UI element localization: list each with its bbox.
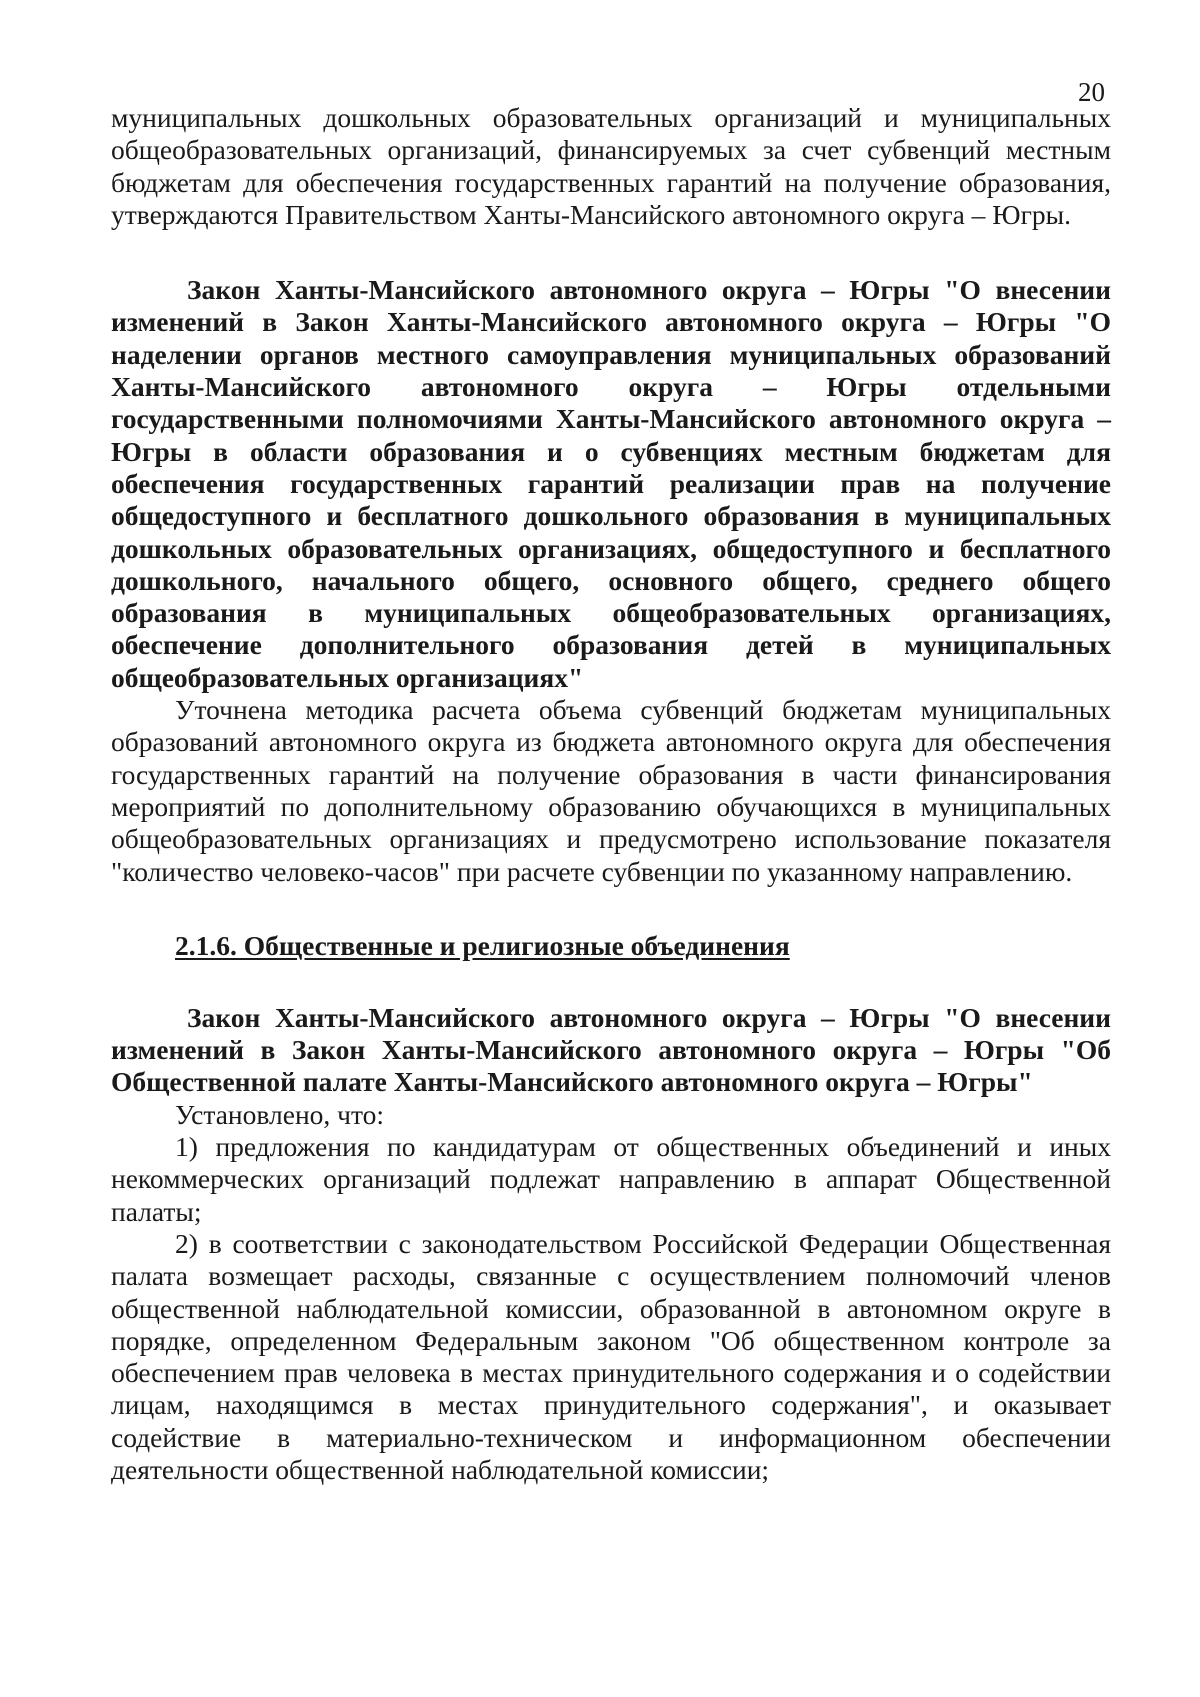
law-intro-statement: Установлено, что: bbox=[175, 1098, 385, 1130]
law-title-public-chamber: Закон Ханты-Мансийского автономного округа – Югры "О внесении изменений в Закон Ханты-Мансийского автономного округа – Югры "Об Общественной палате Ханты-Мансийского автономного округа – Югры" bbox=[111, 1001, 1111, 1098]
page-content bbox=[111, 102, 1111, 1486]
paragraph-continuation: муниципальных дошкольных образовательных организаций и муниципальных общеобразовательных организаций, финансируемых за счет субвенций местным бюджетам для обеспечения государственных гарантий на получение образования, утверждаются Правительством Ханты-Мансийского автономного округа – Югры. bbox=[111, 102, 1111, 230]
law-title-education: Закон Ханты-Мансийского автономного округа – Югры "О внесении изменений в Закон Ханты-Мансийского автономного округа – Югры "О наделении органов местного самоуправления муниципальных образований Ханты-Мансийского автономного округа – Югры отдельными государственными полномочиями Ханты-Мансийского автономного округа – Югры в области образования и о субвенциях местным бюджетам для обеспечения государственных гарантий реализации прав на получение общедоступного и бесплатного дошкольного образования в муниципальных дошкольных образовательных организациях, общедоступного и бесплатного дошкольного, начального общего, основного общего, среднего общего образования в муниципальных общеобразовательных организациях, обеспечение дополнительного образования детей в муниципальных общеобразовательных организациях" bbox=[111, 274, 1111, 693]
list-item-2: 2) в соответствии с законодательством Российской Федерации Общественная палата возмещает расходы, связанные с осуществлением полномочий членов общественной наблюдательной комиссии, образованной в автономном округе в порядке, определенном Федеральным законом "Об общественном контроле за обеспечением прав человека в местах принудительного содержания и о содействии лицам, находящимся в местах принудительного содержания", и оказывает содействие в материально-техническом и информационном обеспечении деятельности общественной наблюдательной комиссии; bbox=[111, 1227, 1111, 1485]
section-heading: 2.1.6. Общественные и религиозные объединения bbox=[175, 929, 790, 961]
law-description-education: Уточнена методика расчета объема субвенций бюджетам муниципальных образований автономного округа из бюджета автономного округа для обеспечения государственных гарантий на получение образования в части финансирования мероприятий по дополнительному образованию обучающихся в муниципальных общеобразовательных организациях и предусмотрено использование показателя "количество человеко-часов" при расчете субвенции по указанному направлению. bbox=[111, 694, 1111, 887]
page-number: 20 bbox=[1078, 77, 1105, 107]
list-item-1: 1) предложения по кандидатурам от общественных объединений и иных некоммерческих организаций подлежат направлению в аппарат Общественной палаты; bbox=[111, 1131, 1111, 1227]
